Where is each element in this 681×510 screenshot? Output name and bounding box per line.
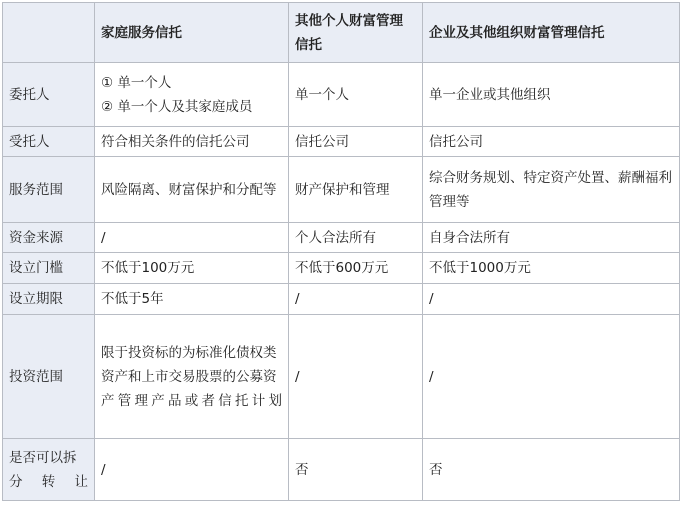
row-label-fund-source: 资金来源 bbox=[3, 223, 95, 253]
cell-fund-source-enterprise: 自身合法所有 bbox=[423, 223, 680, 253]
cell-service-scope-enterprise: 综合财务规划、特定资产处置、薪酬福利管理等 bbox=[423, 157, 680, 223]
cell-term-personal: / bbox=[289, 284, 423, 315]
table-row-settlor bbox=[3, 63, 680, 127]
cell-investment-scope-enterprise: / bbox=[423, 315, 680, 439]
cell-threshold-personal: 不低于600万元 bbox=[289, 253, 423, 284]
table-row-term bbox=[3, 284, 680, 315]
cell-service-scope-family: 风险隔离、财富保护和分配等 bbox=[95, 157, 289, 223]
header-enterprise-wealth-trust: 企业及其他组织财富管理信托 bbox=[423, 3, 680, 63]
table-row-service-scope bbox=[3, 157, 680, 223]
header-row bbox=[3, 3, 680, 63]
cell-term-family: 不低于5年 bbox=[95, 284, 289, 315]
cell-service-scope-personal: 财产保护和管理 bbox=[289, 157, 423, 223]
cell-term-enterprise: / bbox=[423, 284, 680, 315]
cell-investment-scope-family: 限于投资标的为标准化债权类资产和上市交易股票的公募资产管理产品或者信托计划 bbox=[95, 315, 289, 439]
settlor-option-2: ② 单一个人及其家庭成员 bbox=[101, 98, 253, 115]
header-other-personal-wealth-trust: 其他个人财富管理信托 bbox=[289, 3, 423, 63]
row-label-settlor: 委托人 bbox=[3, 63, 95, 127]
row-label-trustee: 受托人 bbox=[3, 127, 95, 157]
cell-settlor-family bbox=[95, 63, 289, 127]
table-row-fund-source bbox=[3, 223, 680, 253]
row-label-service-scope: 服务范围 bbox=[3, 157, 95, 223]
cell-trustee-enterprise: 信托公司 bbox=[423, 127, 680, 157]
settlor-option-1: ① 单一个人 bbox=[101, 74, 172, 91]
cell-investment-scope-personal: / bbox=[289, 315, 423, 439]
table-row-trustee bbox=[3, 127, 680, 157]
cell-threshold-enterprise: 不低于1000万元 bbox=[423, 253, 680, 284]
cell-transferable-family: / bbox=[95, 439, 289, 501]
header-family-service-trust: 家庭服务信托 bbox=[95, 3, 289, 63]
cell-transferable-personal: 否 bbox=[289, 439, 423, 501]
row-label-term: 设立期限 bbox=[3, 284, 95, 315]
cell-settlor-personal: 单一个人 bbox=[289, 63, 423, 127]
row-label-investment-scope: 投资范围 bbox=[3, 315, 95, 439]
table-row-threshold bbox=[3, 253, 680, 284]
row-label-threshold: 设立门槛 bbox=[3, 253, 95, 284]
table-row-transferable bbox=[3, 439, 680, 501]
cell-fund-source-personal: 个人合法所有 bbox=[289, 223, 423, 253]
row-label-transferable: 是否可以拆分转让 bbox=[3, 439, 95, 501]
cell-trustee-family: 符合相关条件的信托公司 bbox=[95, 127, 289, 157]
cell-threshold-family: 不低于100万元 bbox=[95, 253, 289, 284]
cell-fund-source-family: / bbox=[95, 223, 289, 253]
trust-comparison-table bbox=[2, 2, 680, 501]
cell-settlor-enterprise: 单一企业或其他组织 bbox=[423, 63, 680, 127]
table-row-investment-scope bbox=[3, 315, 680, 439]
cell-transferable-enterprise: 否 bbox=[423, 439, 680, 501]
header-corner-cell bbox=[3, 3, 95, 63]
cell-trustee-personal: 信托公司 bbox=[289, 127, 423, 157]
